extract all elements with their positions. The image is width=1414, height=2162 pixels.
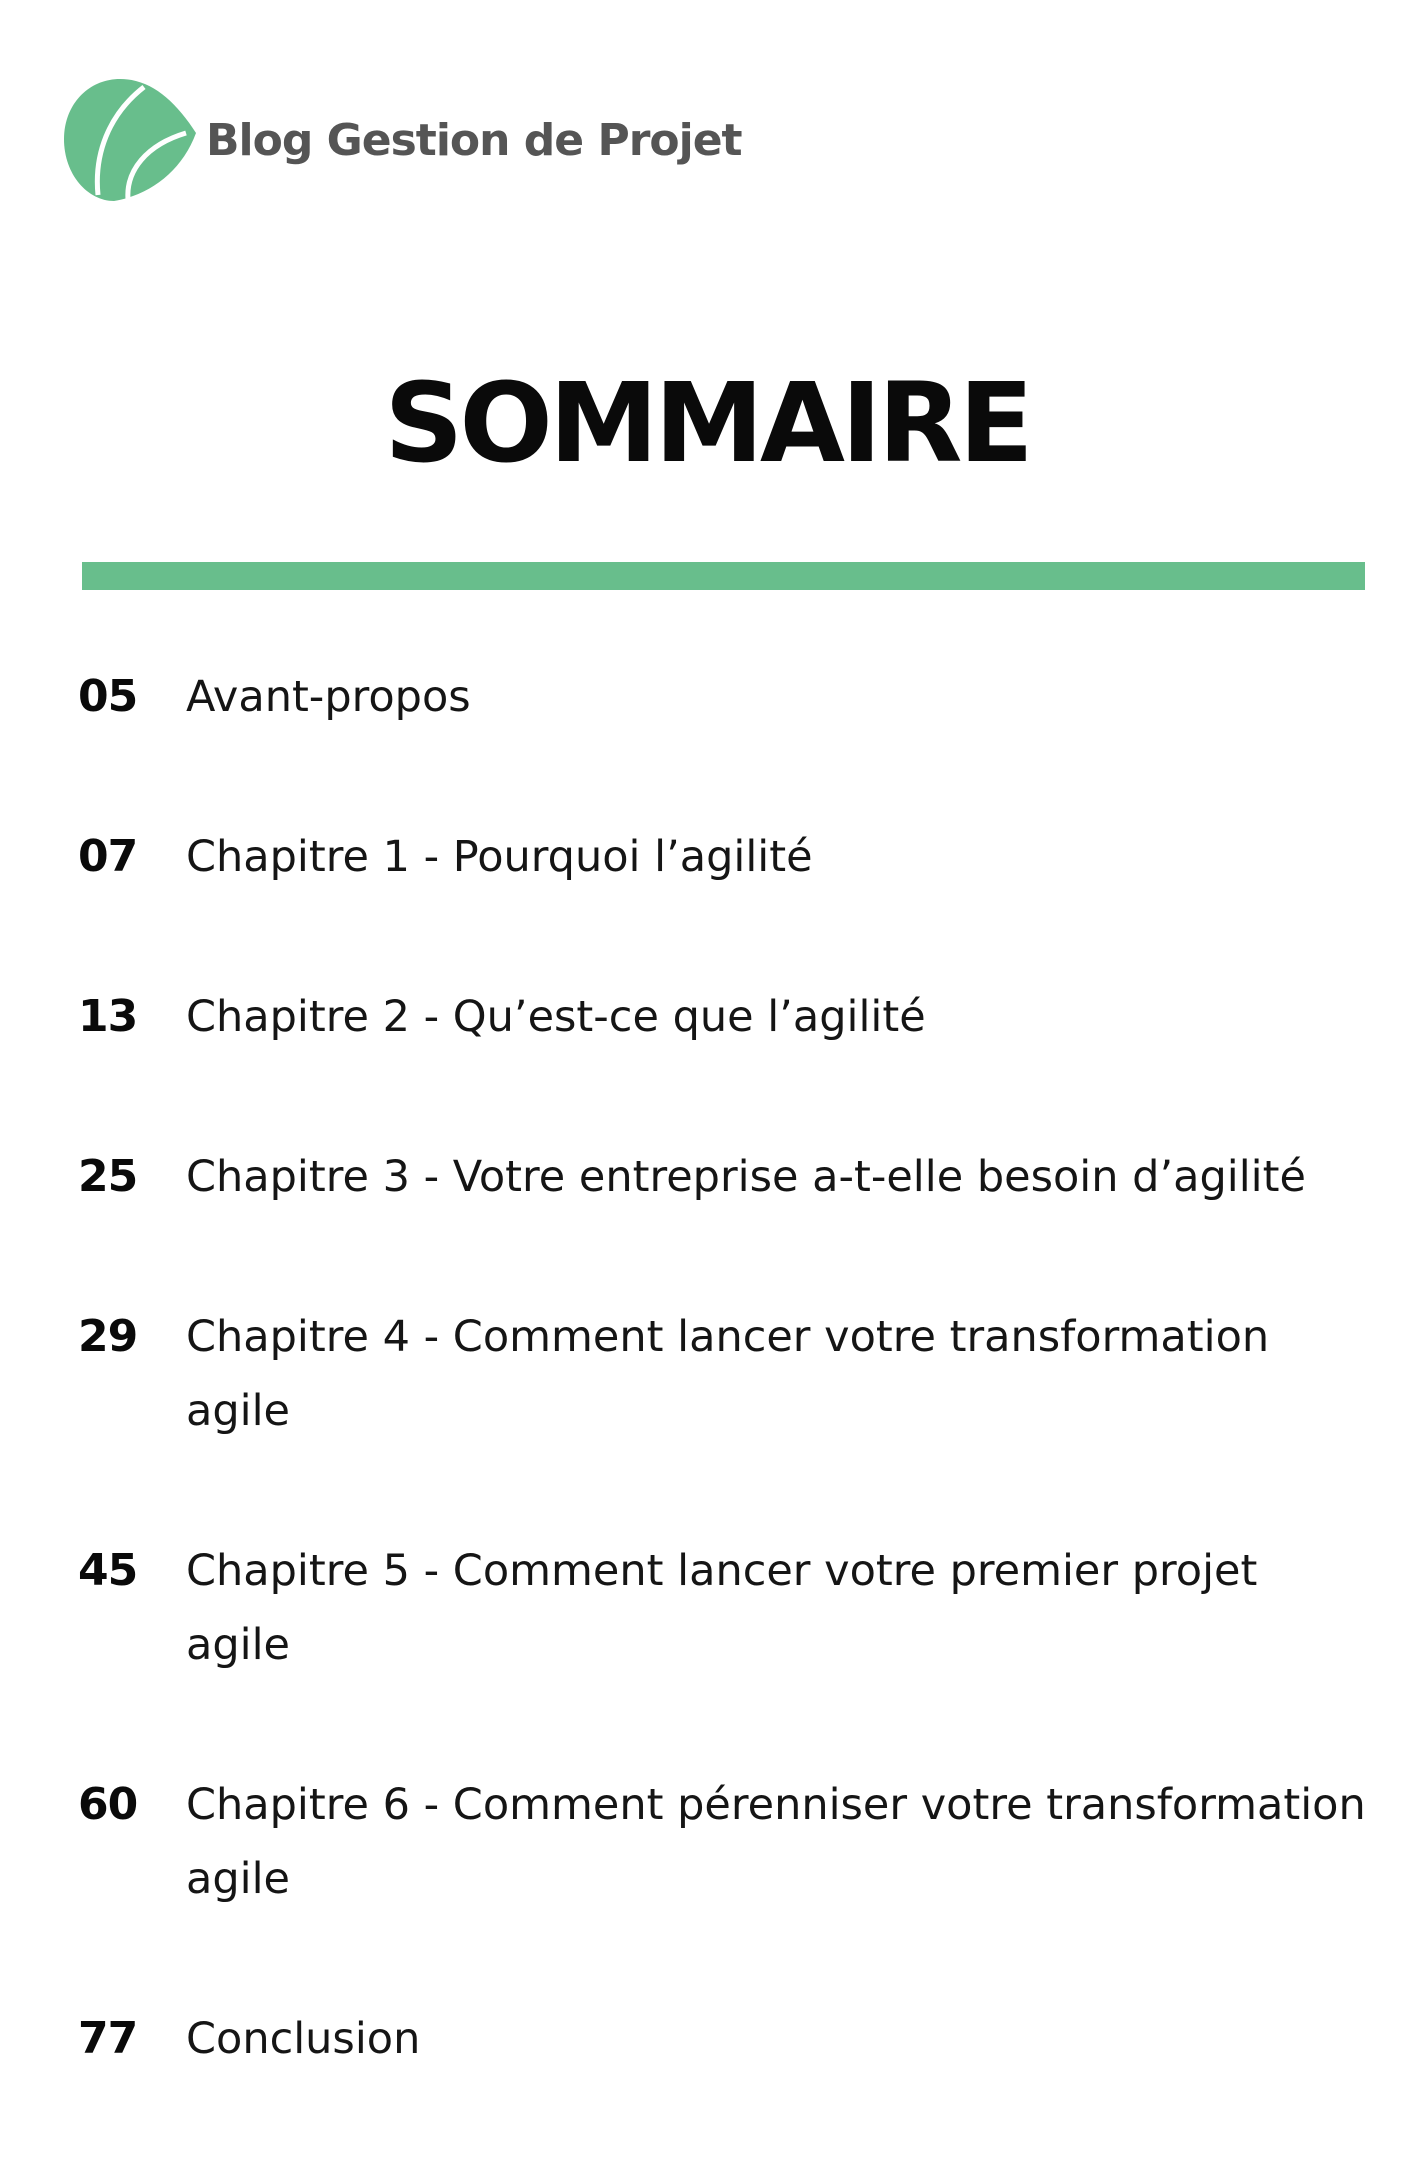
toc-page-number: 07 (78, 831, 138, 882)
toc-label: Avant-propos (186, 672, 471, 722)
toc-page-number: 05 (78, 671, 138, 722)
toc-page-number: 60 (78, 1779, 138, 1830)
table-of-contents (78, 660, 1368, 2162)
toc-label: Chapitre 2 - Qu’est-ce que l’agilité (186, 992, 926, 1042)
toc-label: Chapitre 6 - Comment pérenniser votre transformation agile (186, 1780, 1366, 1904)
toc-page-number: 45 (78, 1545, 138, 1596)
toc-item-conclusion[interactable] (78, 2002, 1368, 2076)
toc-label: Chapitre 4 - Comment lancer votre transformation agile (186, 1312, 1270, 1436)
toc-item-chapitre-6[interactable] (78, 1768, 1368, 1916)
logo (58, 70, 742, 210)
toc-label: Chapitre 3 - Votre entreprise a-t-elle besoin d’agilité (186, 1152, 1306, 1202)
toc-item-chapitre-2[interactable] (78, 980, 1368, 1054)
toc-page-number: 13 (78, 991, 138, 1042)
page-title: SOMMAIRE (384, 359, 1030, 487)
divider (82, 562, 1365, 590)
toc-page-number: 29 (78, 1311, 138, 1362)
toc-item-chapitre-5[interactable] (78, 1534, 1368, 1682)
toc-label: Chapitre 5 - Comment lancer votre premier projet agile (186, 1546, 1258, 1670)
toc-item-avant-propos[interactable] (78, 660, 1368, 734)
leaf-logo-icon (58, 75, 200, 205)
toc-label: Chapitre 1 - Pourquoi l’agilité (186, 832, 813, 882)
toc-page-number: 25 (78, 1151, 138, 1202)
toc-page-number: 77 (78, 2013, 138, 2064)
toc-item-chapitre-4[interactable] (78, 1300, 1368, 1448)
logo-text: Blog Gestion de Projet (206, 114, 742, 166)
toc-item-chapitre-3[interactable] (78, 1140, 1368, 1214)
toc-label: Conclusion (186, 2014, 421, 2064)
toc-item-chapitre-1[interactable] (78, 820, 1368, 894)
